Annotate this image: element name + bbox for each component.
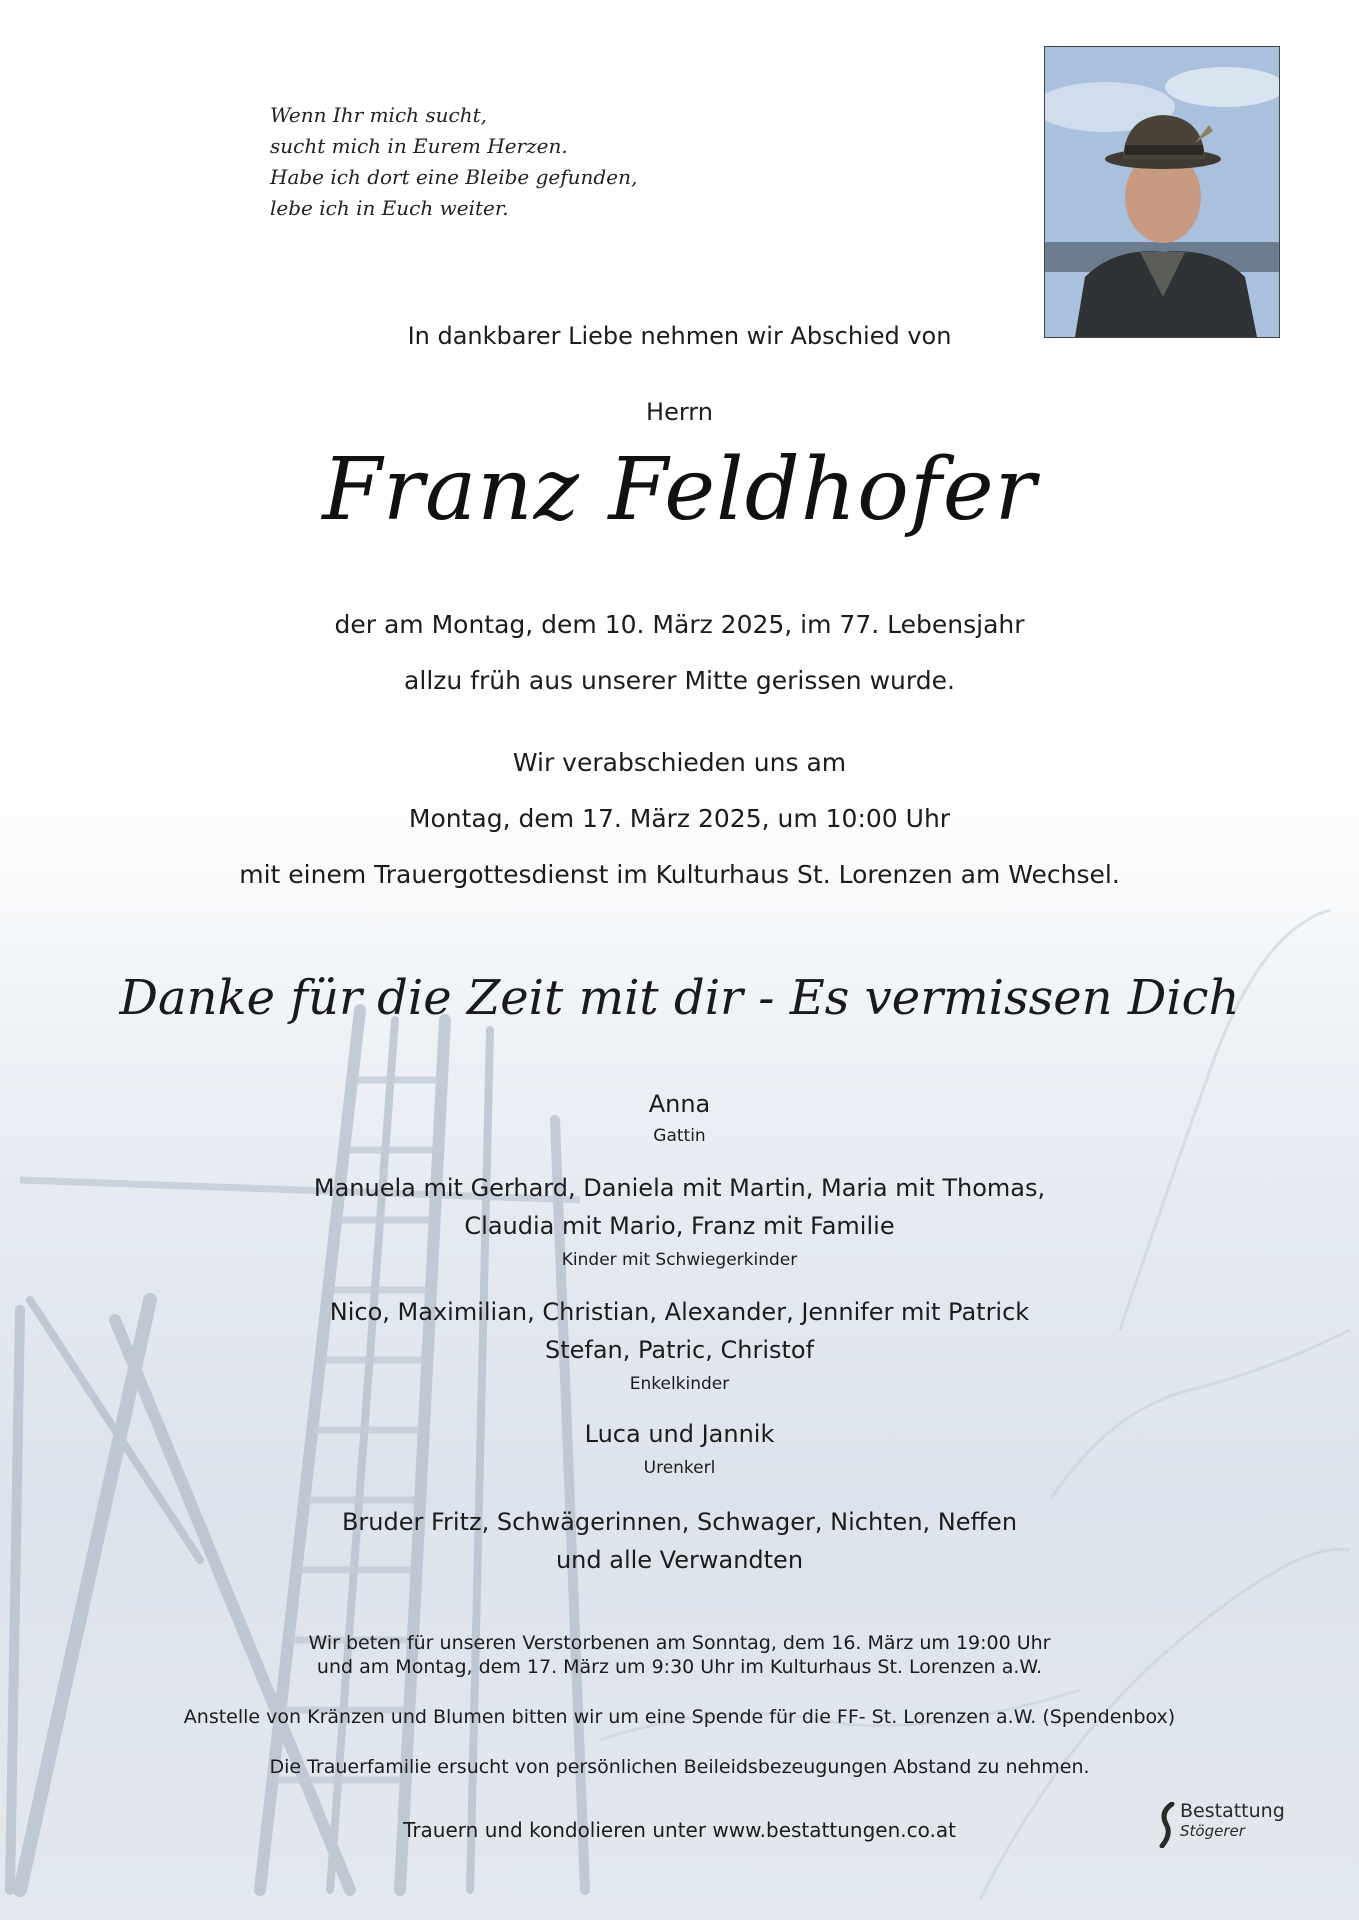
thanks-line: Danke für die Zeit mit dir - Es vermissen Dich xyxy=(119,970,1240,1026)
death-notice-line: der am Montag, dem 10. März 2025, im 77. Lebensjahr xyxy=(334,610,1025,639)
poem-line: lebe ich in Euch weiter. xyxy=(270,196,509,220)
donation-note: Anstelle von Kränzen und Blumen bitten wir um eine Spende für die FF- St. Lorenzen a.W. (Spendenbox) xyxy=(183,1706,1176,1728)
poem-line: Wenn Ihr mich sucht, xyxy=(270,103,488,127)
farewell-line: Wir verabschieden uns am xyxy=(512,748,847,777)
poem xyxy=(270,100,790,224)
farewell-location-line: mit einem Trauergottesdienst im Kulturhaus St. Lorenzen am Wechsel. xyxy=(239,860,1120,889)
condolence-note: Die Trauerfamilie ersucht von persönlichen Beileidsbezeugungen Abstand zu nehmen. xyxy=(269,1756,1090,1778)
funeral-home-name: Bestattung xyxy=(1180,1800,1285,1822)
farewell-date-line: Montag, dem 17. März 2025, um 10:00 Uhr xyxy=(408,804,951,833)
death-notice-line: allzu früh aus unserer Mitte gerissen wurde. xyxy=(404,666,955,695)
poem-line: sucht mich in Eurem Herzen. xyxy=(270,134,568,158)
portrait-illustration xyxy=(1045,47,1279,337)
grandchildren-line: Nico, Maximilian, Christian, Alexander, Jennifer mit Patrick xyxy=(329,1298,1030,1326)
great-grandchildren-role: Urenkerl xyxy=(643,1458,716,1478)
funeral-home-logo-icon xyxy=(1158,1802,1178,1848)
prayer-line: und am Montag, dem 17. März um 9:30 Uhr im Kulturhaus St. Lorenzen a.W. xyxy=(316,1656,1043,1678)
grandchildren-role: Enkelkinder xyxy=(629,1374,730,1394)
prayer-line: Wir beten für unseren Verstorbenen am Sonntag, dem 16. März um 19:00 Uhr xyxy=(308,1632,1051,1654)
grandchildren-line: Stefan, Patric, Christof xyxy=(544,1336,815,1364)
wife-role: Gattin xyxy=(653,1126,706,1146)
deceased-name: Franz Feldhofer xyxy=(322,440,1037,540)
salutation: Herrn xyxy=(646,398,713,426)
relatives-line: und alle Verwandten xyxy=(555,1546,804,1574)
funeral-home-subtitle: Stögerer xyxy=(1180,1822,1245,1840)
great-grandchildren-line: Luca und Jannik xyxy=(584,1420,775,1448)
intro-text: In dankbarer Liebe nehmen wir Abschied von xyxy=(407,322,952,350)
wife-name: Anna xyxy=(648,1090,711,1118)
portrait-photo xyxy=(1044,46,1280,338)
children-line: Claudia mit Mario, Franz mit Familie xyxy=(464,1212,895,1240)
poem-line: Habe ich dort eine Bleibe gefunden, xyxy=(270,165,638,189)
relatives-line: Bruder Fritz, Schwägerinnen, Schwager, Nichten, Neffen xyxy=(341,1508,1018,1536)
children-line: Manuela mit Gerhard, Daniela mit Martin, Maria mit Thomas, xyxy=(313,1174,1046,1202)
children-role: Kinder mit Schwiegerkinder xyxy=(561,1250,798,1270)
website-note: Trauern und kondolieren unter www.bestattungen.co.at xyxy=(403,1818,956,1842)
